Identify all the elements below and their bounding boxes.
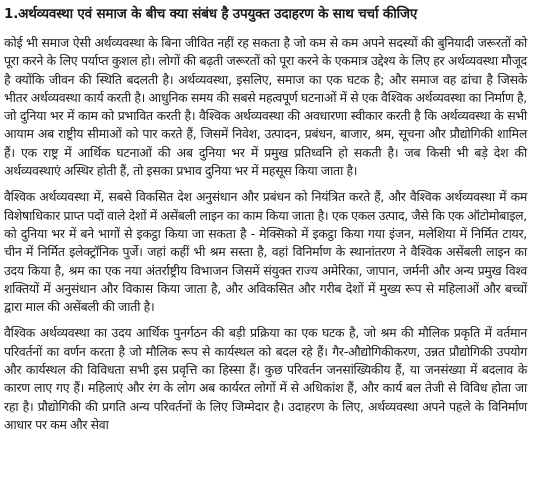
paragraph-2: वैश्विक अर्थव्यवस्था में, सबसे विकसित देश अनुसंधान और प्रबंधन को नियंत्रित करते हैं, और वैश्विक अर्थव्यवस्था में कम विशेषाधिकार प्राप्त पदों वाले देशों में असेंबली लाइन का काम किया जाता है। एक एकल उत्पाद, जैसे कि एक ऑटोमोबाइल, को दुनिया भर में बने भागों से इकट्ठा किया जा सकता है - मेक्सिको में इकट्ठा किया गया इंजन, मलेशिया में निर्मित टायर, चीन में निर्मित इलेक्ट्रॉनिक पुर्जे। जहां कहीं भी श्रम सस्ता है, वहां विनिर्माण के स्थानांतरण ने वैश्विक असेंबली लाइन का उदय किया है, श्रम का एक नया अंतर्राष्ट्रीय विभाजन जिसमें संयुक्त राज्य अमेरिका, जापान, जर्मनी और अन्य प्रमुख विश्व शक्तियों में अनुसंधान और विकास किया जाता है, और अविकसित और गरीब देशों में मुख्य रूप से महिलाओं और बच्चों द्वारा माल की असेंबली की जाती है। (4, 189, 527, 315)
question-heading: 1.अर्थव्यवस्था एवं समाज के बीच क्या संबंध है उपयुक्त उदाहरण के साथ चर्चा कीजिए (4, 6, 418, 22)
paragraph-1: कोई भी समाज ऐसी अर्थव्यवस्था के बिना जीवित नहीं रह सकता है जो कम से कम अपने सदस्यों की बुनियादी जरूरतों को पूरा करने के लिए पर्याप्त कुशल हो। लोगों की बढ़ती जरूरतों को पूरा करने के एकमात्र उद्देश्य के लिए हर अर्थव्यवस्था मौजूद है क्योंकि जीवन की स्थिति बदलती है। अर्थव्यवस्था, इसलिए, समाज का एक घटक है; और समाज वह ढांचा है जिसके भीतर अर्थव्यवस्था कार्य करती है। आधुनिक समय की सबसे महत्वपूर्ण घटनाओं में से एक वैश्विक अर्थव्यवस्था का निर्माण है, जो दुनिया भर में काम को प्रभावित करती है। वैश्विक अर्थव्यवस्था की अवधारणा स्वीकार करती है कि अर्थव्यवस्था के सभी आयाम अब राष्ट्रीय सीमाओं को पार करते हैं, जिसमें निवेश, उत्पादन, प्रबंधन, बाजार, श्रम, सूचना और प्रौद्योगिकी शामिल हैं। एक राष्ट्र में आर्थिक घटनाओं की अब दुनिया भर में प्रमुख प्रतिध्वनि हो सकती है। जब किसी भी बड़े देश की अर्थव्यवस्थाएं अस्थिर होती हैं, तो इसका प्रभाव दुनिया भर में महसूस किया जाता है। (4, 35, 527, 179)
paragraph-3: वैश्विक अर्थव्यवस्था का उदय आर्थिक पुनर्गठन की बड़ी प्रक्रिया का एक घटक है, जो श्रम की मौलिक प्रकृति में वर्तमान परिवर्तनों का वर्णन करता है जो मौलिक रूप से कार्यस्थल को बदल रहे हैं। गैर-औद्योगिकीकरण, उन्नत प्रौद्योगिकी उपयोग और कार्यस्थल की विविधता सभी इस प्रवृत्ति का हिस्सा हैं। कुछ परिवर्तन जनसांख्यिकीय हैं, या जनसंख्या में बदलाव के कारण लाए गए हैं। महिलाएं और रंग के लोग अब कार्यरत लोगों में से अधिकांश हैं, और कार्य बल तेजी से विविध होता जा रहा है। प्रौद्योगिकी की प्रगति अन्य परिवर्तनों के लिए जिम्मेदार है। उदाहरण के लिए, अर्थव्यवस्था अपने पहले के विनिर्माण आधार पर कम और सेवा (4, 325, 527, 432)
